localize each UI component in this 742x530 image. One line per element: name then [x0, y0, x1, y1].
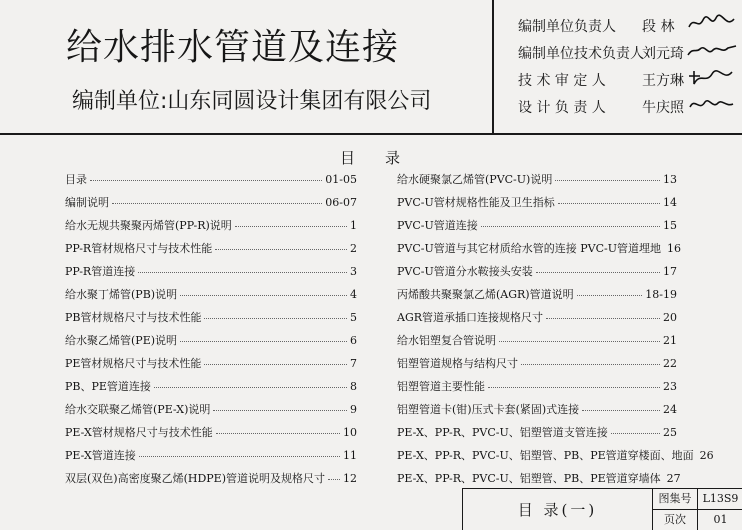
- toc-entry-page: 27: [666, 472, 681, 485]
- toc-entry-title: PVC-U管道与其它材质给水管的连接 PVC-U管道埋地: [397, 242, 661, 255]
- dot-leader: [521, 363, 660, 365]
- dot-leader: [215, 248, 347, 250]
- toc-entry-page: 4: [350, 288, 357, 301]
- toc-entry-page: 14: [663, 196, 677, 209]
- toc-entry-title: 铝塑管道卡(钳)压式卡套(紧固)式连接: [397, 403, 580, 416]
- toc-entry[interactable]: [397, 309, 677, 332]
- signature-mark: [686, 39, 738, 61]
- toc-entry-page: 25: [663, 426, 677, 439]
- toc-entry-title: 铝塑管道规格与结构尺寸: [397, 357, 518, 370]
- dot-leader: [112, 202, 322, 204]
- toc-entry-title: 编制说明: [65, 196, 109, 209]
- toc-entry-title: 铝塑管道主要性能: [397, 380, 485, 393]
- toc-entry-page: 9: [350, 403, 357, 416]
- toc-entry[interactable]: [397, 263, 677, 286]
- dot-leader: [180, 340, 347, 342]
- dot-leader: [555, 179, 660, 181]
- dot-leader: [180, 294, 347, 296]
- signer-role: 编制单位负责人: [518, 19, 616, 35]
- toc-entry-title: 给水铝塑复合管说明: [397, 334, 496, 347]
- dot-leader: [216, 432, 340, 434]
- dot-leader: [499, 340, 660, 342]
- signer-name: 牛庆照: [642, 100, 684, 116]
- toc-entry[interactable]: [65, 240, 357, 263]
- toc-entry-page: 23: [663, 380, 677, 393]
- toc-entry-title: PB、PE管道连接: [65, 380, 151, 393]
- dot-leader: [546, 317, 660, 319]
- toc-entry[interactable]: [65, 171, 357, 194]
- toc-entry-page: 21: [663, 334, 677, 347]
- toc-entry[interactable]: [397, 217, 677, 240]
- toc-entry-page: 06-07: [325, 196, 357, 209]
- dot-leader: [138, 271, 347, 273]
- signer-role: 编制单位技术负责人: [518, 46, 644, 62]
- toc-entry-page: 22: [663, 357, 677, 370]
- toc-entry[interactable]: [65, 401, 357, 424]
- toc-entry-title: 给水硬聚氯乙烯管(PVC-U)说明: [397, 173, 553, 186]
- toc-entry-title: PVC-U管材规格性能及卫生指标: [397, 196, 555, 209]
- toc-entry-page: 2: [350, 242, 357, 255]
- toc-entry-page: 12: [343, 472, 357, 485]
- toc-entry-title: AGR管道承插口连接规格尺寸: [397, 311, 544, 324]
- dot-leader: [204, 317, 347, 319]
- toc-entry-page: 11: [343, 449, 357, 462]
- toc-entry[interactable]: [65, 470, 357, 493]
- toc-entry[interactable]: [397, 378, 677, 401]
- toc-entry-title: PE-X、PP-R、PVC-U、铝塑管、PB、PE管道穿墙体: [397, 472, 661, 485]
- dot-leader: [481, 225, 660, 227]
- dot-leader: [204, 363, 347, 365]
- toc-entry-page: 15: [663, 219, 677, 232]
- toc-column-right: [397, 171, 714, 493]
- toc-entry-page: 16: [667, 242, 681, 255]
- toc-entry[interactable]: [65, 355, 357, 378]
- toc-entry-title: 双层(双色)高密度聚乙烯(HDPE)管道说明及规格尺寸: [65, 472, 326, 485]
- dot-leader: [328, 478, 340, 480]
- toc-entry-page: 18-19: [645, 288, 677, 301]
- toc-entry-page: 8: [350, 380, 357, 393]
- toc-entry-title: PP-R管材规格尺寸与技术性能: [65, 242, 213, 255]
- toc-entry-page: 24: [663, 403, 677, 416]
- dot-leader: [90, 179, 322, 181]
- header-divider: [492, 0, 494, 133]
- dot-leader: [213, 409, 347, 411]
- toc-entry-title: 丙烯酸共聚聚氯乙烯(AGR)管道说明: [397, 288, 574, 301]
- header-bottom-rule: [0, 133, 742, 135]
- toc-entry-page: 3: [350, 265, 357, 278]
- title-block: [462, 488, 742, 530]
- toc-entry[interactable]: [397, 240, 681, 263]
- dot-leader: [139, 455, 340, 457]
- atlas-number-value: L13S9: [698, 489, 742, 510]
- toc-entry[interactable]: [65, 286, 357, 309]
- toc-entry-title: PE-X管道连接: [65, 449, 136, 462]
- dot-leader: [577, 294, 643, 296]
- toc-entry-page: 6: [350, 334, 357, 347]
- dot-leader: [536, 271, 660, 273]
- toc-entry[interactable]: [397, 401, 677, 424]
- toc-column-left: [65, 171, 357, 493]
- toc-entry[interactable]: [65, 309, 357, 332]
- toc-entry-page: 13: [663, 173, 677, 186]
- toc-entry[interactable]: [397, 424, 677, 447]
- toc-entry[interactable]: [397, 171, 677, 194]
- signature-mark: [686, 66, 738, 88]
- toc-entry-title: PE管材规格尺寸与技术性能: [65, 357, 202, 370]
- toc-entry[interactable]: [65, 424, 357, 447]
- toc-heading: 目录: [340, 149, 431, 167]
- sheet-name: 目 录(一): [463, 489, 653, 530]
- dot-leader: [488, 386, 660, 388]
- toc-entry-page: 26: [699, 449, 714, 462]
- signer-name: 王方琳: [642, 73, 684, 89]
- signer-role: 设 计 负 责 人: [518, 100, 606, 116]
- toc-entry[interactable]: [65, 217, 357, 240]
- header-title-area: [0, 0, 492, 133]
- atlas-number-label: 图集号: [653, 489, 698, 510]
- dot-leader: [235, 225, 347, 227]
- toc-entry[interactable]: [65, 263, 357, 286]
- toc-entry-title: PB管材规格尺寸与技术性能: [65, 311, 202, 324]
- toc-entry-title: PE-X、PP-R、PVC-U、铝塑管道支管连接: [397, 426, 608, 439]
- toc-entry-title: PVC-U管道连接: [397, 219, 478, 232]
- toc-entry-title: 给水无规共聚聚丙烯管(PP-R)说明: [65, 219, 232, 232]
- page-number-label: 页次: [653, 510, 698, 530]
- dot-leader: [582, 409, 660, 411]
- toc-entry[interactable]: [65, 378, 357, 401]
- signer-name: 段 林: [642, 19, 675, 35]
- signer-role: 技 术 审 定 人: [518, 73, 606, 89]
- toc-entry[interactable]: [397, 332, 677, 355]
- toc-entry-page: 1: [350, 219, 357, 232]
- toc-entry[interactable]: [65, 447, 357, 470]
- page-number-value: 01: [713, 513, 728, 526]
- toc-entry-page: 10: [343, 426, 357, 439]
- toc-entry-page: 17: [663, 265, 677, 278]
- signer-block: [518, 16, 738, 124]
- toc-entry-page: 5: [350, 311, 357, 324]
- toc-entry[interactable]: [65, 332, 357, 355]
- dot-leader: [611, 432, 660, 434]
- toc-entry[interactable]: [397, 447, 714, 470]
- toc-entry-title: PP-R管道连接: [65, 265, 136, 278]
- toc-entry[interactable]: [65, 194, 357, 217]
- signer-name: 刘元琦: [642, 46, 684, 62]
- signature-mark: [686, 93, 738, 115]
- toc-entry-title: 目录: [65, 173, 87, 186]
- dot-leader: [558, 202, 660, 204]
- toc-entry-title: 给水聚乙烯管(PE)说明: [65, 334, 178, 347]
- dot-leader: [154, 386, 347, 388]
- signature-mark: [686, 12, 738, 34]
- signer-row: [518, 97, 738, 124]
- toc-entry-page: 20: [663, 311, 677, 324]
- toc-entry[interactable]: [397, 194, 677, 217]
- toc-entry-title: 给水聚丁烯管(PB)说明: [65, 288, 178, 301]
- toc-entry-title: 给水交联聚乙烯管(PE-X)说明: [65, 403, 211, 416]
- toc-entry-page: 01-05: [325, 173, 357, 186]
- toc-entry-title: PE-X管材规格尺寸与技术性能: [65, 426, 213, 439]
- toc-entry-title: PVC-U管道分水鞍接头安装: [397, 265, 533, 278]
- toc-entry[interactable]: [397, 355, 677, 378]
- toc-entry-title: PE-X、PP-R、PVC-U、铝塑管、PB、PE管道穿楼面、地面: [397, 449, 694, 462]
- document-title: 给水排水管道及连接: [66, 27, 400, 68]
- organization-line: 编制单位:山东同圆设计集团有限公司: [72, 89, 432, 114]
- toc-entry-page: 7: [350, 357, 357, 370]
- toc-entry[interactable]: [397, 286, 677, 309]
